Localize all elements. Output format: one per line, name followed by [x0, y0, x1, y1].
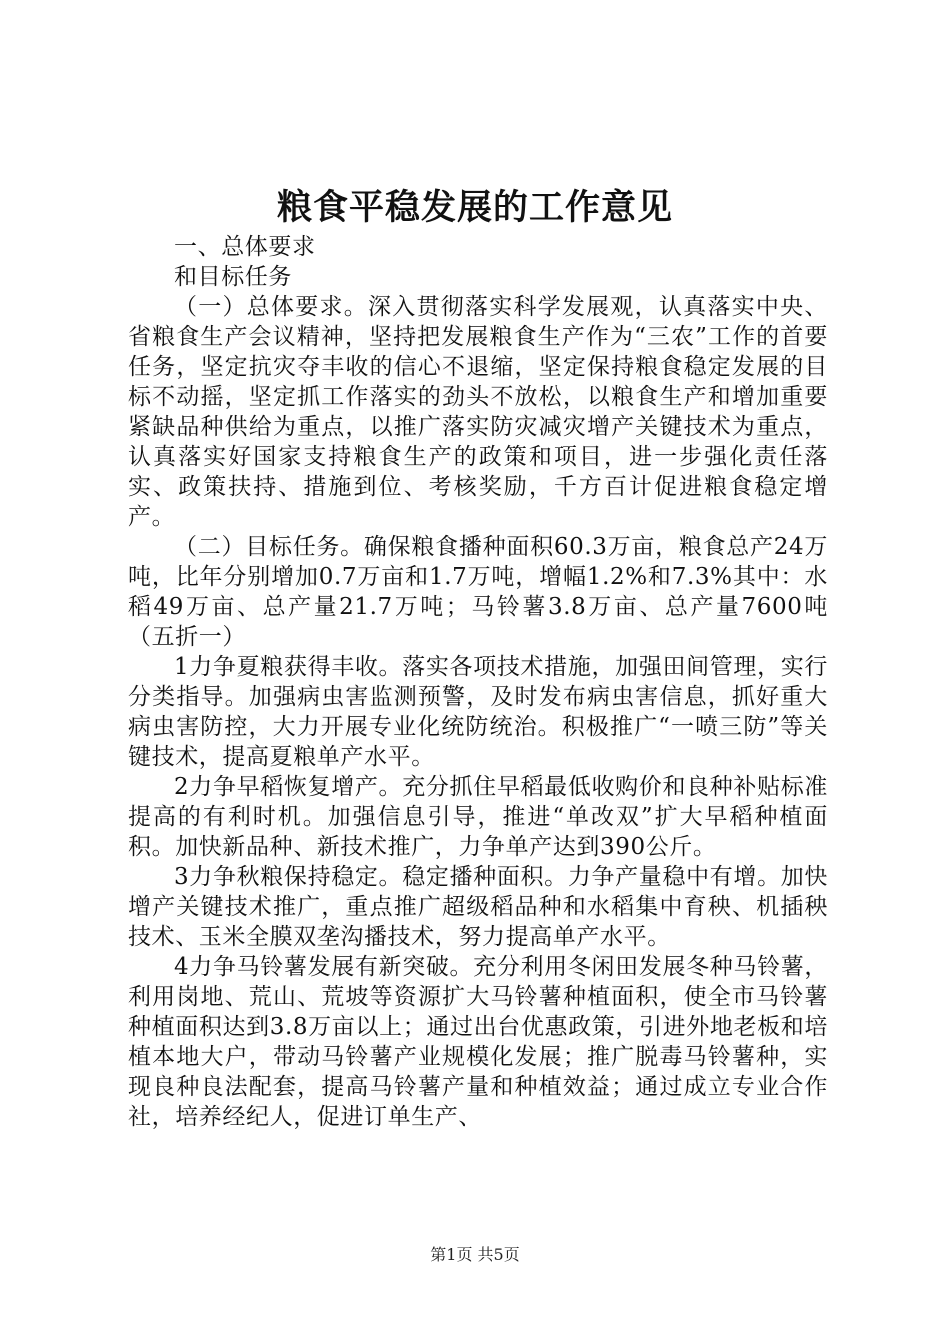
paragraph-potato: 4力争马铃薯发展有新突破。充分利用冬闲田发展冬种马铃薯，利用岗地、荒山、荒坡等资源扩大马铃薯种植面积，使全市马铃薯种植面积达到3.8万亩以上；通过出台优惠政策，引进外地老板和培植本地大户，带动马铃薯产业规模化发展；推广脱毒马铃薯种，实现良种良法配套，提高马铃薯产量和种植效益；通过成立专业合作社，培养经纪人，促进订单生产、: [128, 954, 828, 1130]
document-body: [128, 232, 828, 1132]
paragraph-early-rice: 2力争早稻恢复增产。充分抓住早稻最低收购价和良种补贴标准提高的有利时机。加强信息引导，推进“单改双”扩大早稻种植面积。加快新品种、新技术推广，力争单产达到390公斤。: [128, 774, 828, 860]
paragraph-summer-grain: 1力争夏粮获得丰收。落实各项技术措施，加强田间管理，实行分类指导。加强病虫害监测预警，及时发布病虫害信息，抓好重大病虫害防控，大力开展专业化统防统治。积极推广“一喷三防”等关键技术，提高夏粮单产水平。: [128, 654, 828, 770]
paragraph-general-requirements: （一）总体要求。深入贯彻落实科学发展观，认真落实中央、省粮食生产会议精神，坚持把发展粮食生产作为“三农”工作的首要任务，坚定抗灾夺丰收的信心不退缩，坚定保持粮食稳定发展的目标不动摇，坚定抓工作落实的劲头不放松，以粮食生产和增加重要紧缺品种供给为重点，以推广落实防灾减灾增产关键技术为重点，认真落实好国家支持粮食生产的政策和项目，进一步强化责任落实、政策扶持、措施到位、考核奖励，千方百计促进粮食稳定增产。: [128, 294, 828, 530]
document-title: 粮食平稳发展的工作意见: [276, 187, 673, 228]
section-heading: 一、总体要求: [174, 234, 316, 260]
page-footer: 第1页 共5页: [430, 1245, 520, 1264]
paragraph-target-tasks: （二）目标任务。确保粮食播种面积60.3万亩，粮食总产24万吨，比年分别增加0.7万亩和1.7万吨，增幅1.2%和7.3%其中：水稻49万亩、总产量21.7万吨；马铃薯3.8万亩、总产量7600吨（五折一）: [128, 534, 828, 650]
section-heading-continued: 和目标任务: [174, 264, 292, 290]
paragraph-autumn-grain: 3力争秋粮保持稳定。稳定播种面积。力争产量稳中有增。加快增产关键技术推广，重点推广超级稻品种和水稻集中育秧、机插秧技术、玉米全膜双垄沟播技术，努力提高单产水平。: [128, 864, 828, 950]
